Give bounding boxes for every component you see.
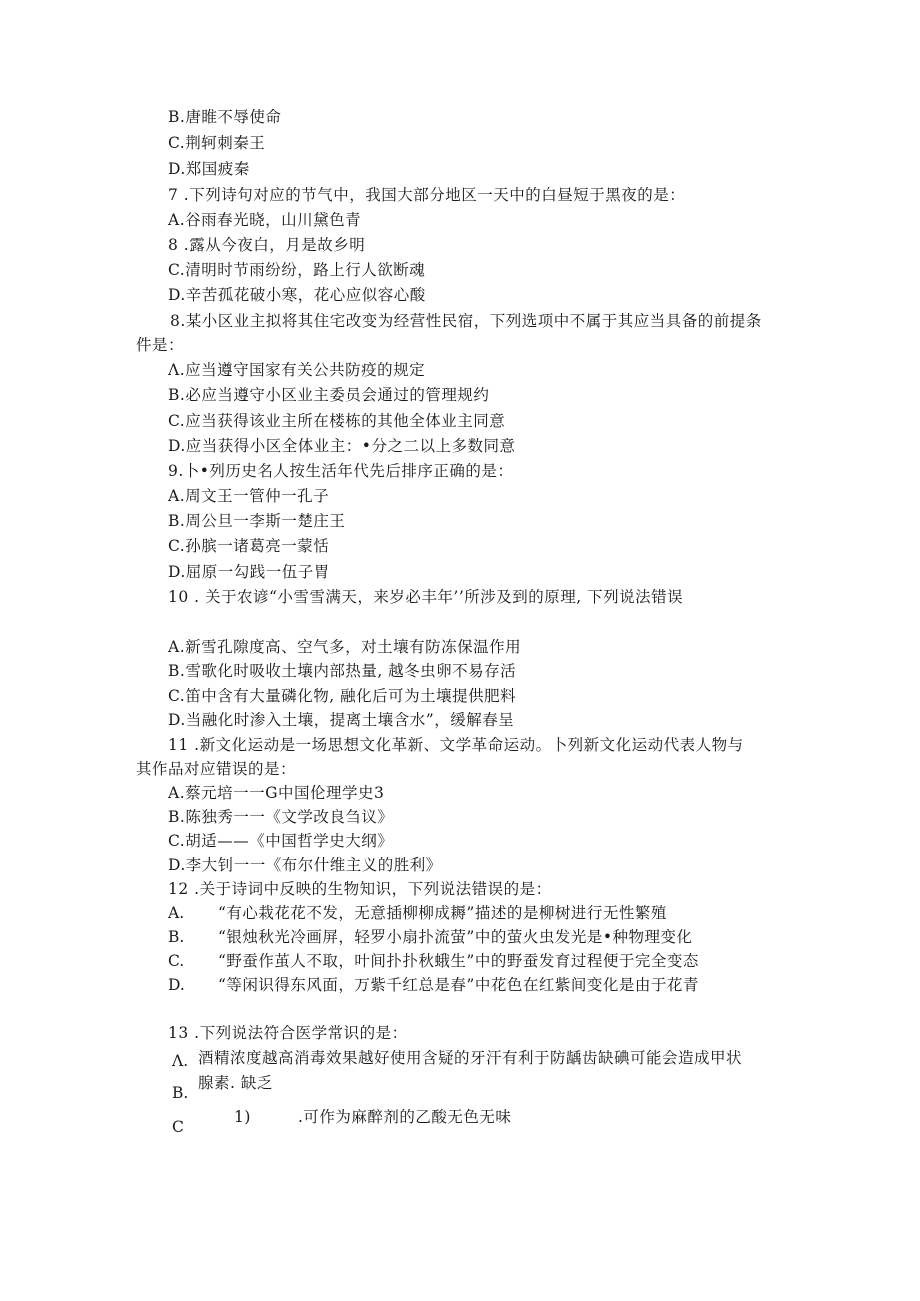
q10-option-c: C.笛中含有大量磷化物, 融化后可为土壤提供肥料 <box>168 687 517 705</box>
q8-option-c: C.应当获得该业主所在楼栋的其他全体业主同意 <box>168 412 506 430</box>
q9-option-d: D.屈原一勾践一伍子胃 <box>168 563 330 581</box>
q7-stem: 7 .下列诗句对应的节气中，我国大部分地区一天中的白昼短于黑夜的是： <box>168 186 686 204</box>
q11-stem-cont: 其作品对应错误的是： <box>136 760 297 778</box>
q13-option-text-line1: 酒精浓度越高消毒效果越好使用含疑的牙汗有利于防龋齿缺碘可能会造成甲状 <box>198 1049 743 1067</box>
q10-option-a: A.新雪孔隙度高、空气多，对土壤有防冻保温作用 <box>168 638 522 656</box>
q11-option-b: B.陈独秀一一《文学改良刍议》 <box>168 808 394 826</box>
q12-option-a-text: “有心栽花花不发，无意插柳柳成耨”描述的是柳树进行无性繁殖 <box>218 904 667 922</box>
q13-option-a-letter: Λ. <box>172 1052 189 1070</box>
q7-option-d: D.辛苦孤花破小寒，花心应似容心酸 <box>168 286 426 304</box>
q12-option-c-text: “野蚕作茧人不取，叶间扑扑秋蛾生”中的野蚕发育过程便于完全变态 <box>218 952 699 970</box>
q13-stem: 13 .下列说法符合医学常识的是： <box>168 1024 408 1042</box>
q12-option-b-letter: B. <box>168 928 185 946</box>
q13-option-text-line3: .可作为麻醉剂的乙酸无色无味 <box>298 1108 512 1126</box>
q11-option-c: C.胡适——《中国哲学史大纲》 <box>168 832 394 850</box>
q8-option-a: Λ.应当遵守国家有关公共防疫的规定 <box>168 361 426 379</box>
q10-option-d: D.当融化时渗入土壤，提离土壤含水”，缓解春呈 <box>168 711 515 729</box>
q8-stem: 8.某小区业主拟将其住宅改变为经营性民宿，下列选项中不属于其应当具备的前提条 <box>170 312 762 330</box>
q7-option-c: C.清明时节雨纷纷，路上行人欲断魂 <box>168 261 426 279</box>
q13-option-b-letter: B. <box>172 1084 189 1102</box>
q6-option-d: D.郑国疲秦 <box>168 160 250 178</box>
q7-option-a: A.谷雨春光晓，山川黛色青 <box>168 211 362 229</box>
q11-stem: 11 .新文化运动是一场思想文化革新、文学革命运动。卜列新文化运动代表人物与 <box>168 736 744 754</box>
q12-option-d-text: “等闲识得东风面，万紫千红总是春”中花色在红紫间变化是由于花青 <box>218 976 699 994</box>
q11-option-d: D.李大钊一一《布尔什维主义的胜利》 <box>168 856 442 874</box>
q12-stem: 12 .关于诗词中反映的生物知识，下列说法错误的是： <box>168 880 552 898</box>
q9-stem: 9.卜•列历史名人按生活年代先后排序正确的是： <box>168 462 514 480</box>
q8-stem-cont: 件是： <box>136 336 185 354</box>
q10-stem: 10 . 关于农谚“小雪雪满天，来岁必丰年’’所涉及到的原理, 下列说法错误 <box>168 588 684 606</box>
q13-option-text-line2: 腺素. 缺乏 <box>198 1074 273 1092</box>
q8-option-b: B.必应当遵守小区业主委员会通过的管理规约 <box>168 386 490 404</box>
q7-option-b: 8 .露从今夜白，月是故乡明 <box>168 236 366 254</box>
q8-option-d: D.应当获得小区全体业主：•分之二以上多数同意 <box>168 437 516 455</box>
q9-option-c: C.孙膑一诸葛亮一蒙恬 <box>168 537 330 555</box>
q10-option-b: B.雪歌化时吸收土壤内部热量, 越冬虫卵不易存活 <box>168 662 517 680</box>
q6-option-b: B.唐睢不辱使命 <box>168 108 282 126</box>
q12-option-d-letter: D. <box>168 976 185 994</box>
q6-option-c: C.荆轲刺秦王 <box>168 134 266 152</box>
q12-option-b-text: “银烛秋光冷画屏，轻罗小扇扑流萤”中的萤火虫发光是•种物理变化 <box>218 928 693 946</box>
q13-item-number: 1) <box>234 1108 251 1126</box>
q9-option-b: B.周公旦一李斯一楚庄王 <box>168 512 346 530</box>
q13-option-c-letter-clipped: C <box>172 1118 184 1136</box>
q9-option-a: A.周文王一管仲一孔子 <box>168 487 330 505</box>
q12-option-c-letter: C. <box>168 952 185 970</box>
q11-option-a: A.蔡元培一一G中国伦理学史3 <box>168 784 385 802</box>
q12-option-a-letter: A. <box>168 904 185 922</box>
